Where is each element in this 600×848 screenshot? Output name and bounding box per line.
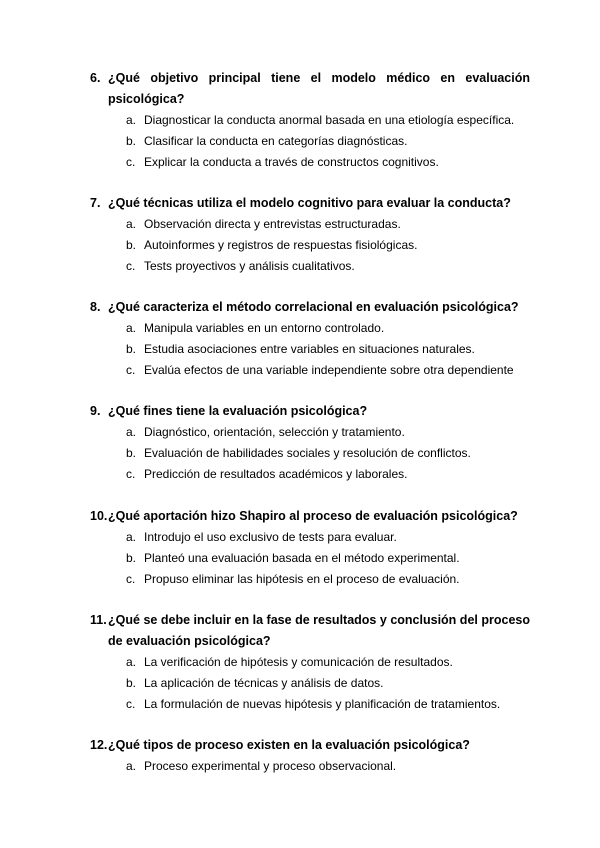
option-letter: b. bbox=[126, 551, 137, 565]
question-7 bbox=[90, 193, 530, 277]
option-text: Manipula variables en un entorno controlado. bbox=[144, 321, 385, 335]
question-number: 12. bbox=[90, 738, 108, 752]
option-text: Propuso eliminar las hipótesis en el proceso de evaluación. bbox=[144, 572, 460, 586]
option-letter: a. bbox=[126, 217, 137, 231]
option-letter: c. bbox=[126, 155, 136, 169]
question-number: 10. bbox=[90, 509, 108, 523]
option-text: Clasificar la conducta en categorías diagnósticas. bbox=[144, 134, 408, 148]
option-a bbox=[90, 527, 530, 548]
question-12 bbox=[90, 735, 530, 777]
question-heading bbox=[90, 610, 530, 652]
option-text: Autoinformes y registros de respuestas fisiológicas. bbox=[144, 238, 418, 252]
question-heading bbox=[90, 68, 530, 110]
option-text: Proceso experimental y proceso observacional. bbox=[144, 759, 397, 773]
option-b bbox=[90, 548, 530, 569]
question-number: 6. bbox=[90, 71, 101, 85]
question-heading bbox=[90, 401, 530, 422]
option-a bbox=[90, 652, 530, 673]
option-letter: b. bbox=[126, 446, 137, 460]
option-a bbox=[90, 214, 530, 235]
option-text: Tests proyectivos y análisis cualitativos. bbox=[144, 259, 355, 273]
question-9 bbox=[90, 401, 530, 485]
option-b bbox=[90, 339, 530, 360]
option-list bbox=[90, 318, 530, 381]
option-list bbox=[90, 110, 530, 173]
question-heading bbox=[90, 297, 530, 318]
option-a bbox=[90, 318, 530, 339]
option-a bbox=[90, 422, 530, 443]
option-letter: a. bbox=[126, 425, 137, 439]
option-b bbox=[90, 673, 530, 694]
option-letter: c. bbox=[126, 363, 136, 377]
question-8 bbox=[90, 297, 530, 381]
question-number: 7. bbox=[90, 196, 101, 210]
option-letter: a. bbox=[126, 655, 137, 669]
option-c bbox=[90, 694, 530, 715]
question-text: ¿Qué tipos de proceso existen en la evaluación psicológica? bbox=[108, 738, 470, 752]
option-list bbox=[90, 214, 530, 277]
option-list bbox=[90, 756, 530, 777]
question-heading bbox=[90, 735, 530, 756]
option-letter: a. bbox=[126, 530, 137, 544]
option-text: Explicar la conducta a través de constructos cognitivos. bbox=[144, 155, 439, 169]
option-a bbox=[90, 110, 530, 131]
option-list bbox=[90, 652, 530, 715]
question-text: ¿Qué se debe incluir en la fase de resultados y conclusión del proceso de evaluación psicológica? bbox=[108, 613, 530, 648]
option-c bbox=[90, 152, 530, 173]
option-text: La aplicación de técnicas y análisis de datos. bbox=[144, 676, 384, 690]
option-c bbox=[90, 569, 530, 590]
question-text: ¿Qué objetivo principal tiene el modelo médico en evaluación psicológica? bbox=[108, 71, 530, 106]
option-letter: b. bbox=[126, 134, 137, 148]
option-text: La verificación de hipótesis y comunicación de resultados. bbox=[144, 655, 453, 669]
option-letter: a. bbox=[126, 759, 137, 773]
option-b bbox=[90, 235, 530, 256]
option-list bbox=[90, 422, 530, 485]
option-c bbox=[90, 256, 530, 277]
option-list bbox=[90, 527, 530, 590]
option-letter: c. bbox=[126, 572, 136, 586]
option-letter: c. bbox=[126, 467, 136, 481]
option-c bbox=[90, 360, 530, 381]
option-letter: b. bbox=[126, 342, 137, 356]
question-number: 8. bbox=[90, 300, 101, 314]
question-heading bbox=[90, 506, 530, 527]
option-text: Estudia asociaciones entre variables en situaciones naturales. bbox=[144, 342, 475, 356]
option-letter: a. bbox=[126, 113, 137, 127]
option-text: Planteó una evaluación basada en el método experimental. bbox=[144, 551, 460, 565]
option-letter: b. bbox=[126, 238, 137, 252]
option-text: Observación directa y entrevistas estructuradas. bbox=[144, 217, 401, 231]
option-c bbox=[90, 464, 530, 485]
option-text: Diagnóstico, orientación, selección y tratamiento. bbox=[144, 425, 405, 439]
question-6 bbox=[90, 68, 530, 173]
option-letter: b. bbox=[126, 676, 137, 690]
option-b bbox=[90, 443, 530, 464]
option-letter: a. bbox=[126, 321, 137, 335]
question-heading bbox=[90, 193, 530, 214]
question-10 bbox=[90, 506, 530, 590]
option-a bbox=[90, 756, 530, 777]
question-text: ¿Qué fines tiene la evaluación psicológica? bbox=[108, 404, 368, 418]
question-number: 11. bbox=[90, 613, 107, 627]
question-11 bbox=[90, 610, 530, 715]
option-text: Evaluación de habilidades sociales y resolución de conflictos. bbox=[144, 446, 471, 460]
option-text: Introdujo el uso exclusivo de tests para evaluar. bbox=[144, 530, 397, 544]
option-text: Predicción de resultados académicos y laborales. bbox=[144, 467, 408, 481]
option-text: La formulación de nuevas hipótesis y planificación de tratamientos. bbox=[144, 697, 501, 711]
question-number: 9. bbox=[90, 404, 101, 418]
option-letter: c. bbox=[126, 259, 136, 273]
option-text: Diagnosticar la conducta anormal basada en una etiología específica. bbox=[144, 113, 515, 127]
option-letter: c. bbox=[126, 697, 136, 711]
question-text: ¿Qué aportación hizo Shapiro al proceso de evaluación psicológica? bbox=[108, 509, 518, 523]
option-text: Evalúa efectos de una variable independiente sobre otra dependiente bbox=[144, 363, 514, 377]
question-text: ¿Qué técnicas utiliza el modelo cognitivo para evaluar la conducta? bbox=[108, 196, 511, 210]
option-b bbox=[90, 131, 530, 152]
question-text: ¿Qué caracteriza el método correlacional en evaluación psicológica? bbox=[108, 300, 519, 314]
